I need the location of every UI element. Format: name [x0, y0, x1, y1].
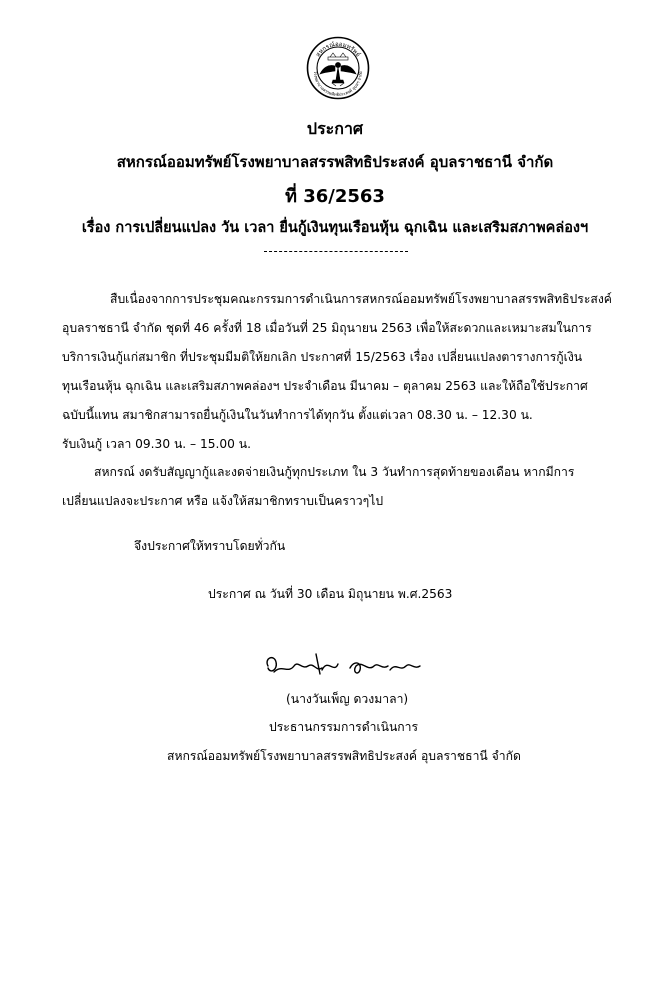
organization-name: สหกรณ์ออมทรัพย์โรงพยาบาลสรรพสิทธิประสงค์ อุบลราชธานี จำกัด [116, 153, 554, 171]
announcement-heading: ประกาศ [306, 119, 364, 138]
body-line-7: สหกรณ์ งดรับสัญญากู้และงดจ่ายเงินกู้ทุกประเภท ใน 3 วันทำการสุดท้ายของเดือน หากมีการ [94, 465, 575, 479]
signer-position: ประธานกรรมการดำเนินการ [269, 720, 419, 734]
body-line-5: ฉบับนี้แทน สมาชิกสามารถยื่นกู้เงินในวันทำการได้ทุกวัน ตั้งแต่เวลา 08.30 น. – 12.30 น. [62, 408, 533, 422]
body-line-8: เปลี่ยนแปลงจะประกาศ หรือ แจ้งให้สมาชิกทราบเป็นคราวๆไป [62, 494, 384, 508]
handwritten-signature [258, 648, 438, 684]
body-line-4: ทุนเรือนหุ้น ฉุกเฉิน และเสริมสภาพคล่องฯ ประจำเดือน มีนาคม – ตุลาคม 2563 และให้ถือใช้ประกาศ [62, 379, 588, 393]
signer-name: (นางวันเพ็ญ ดวงมาลา) [286, 692, 409, 706]
body-line-6: รับเงินกู้ เวลา 09.30 น. – 15.00 น. [62, 437, 251, 451]
announcement-number: ที่ 36/2563 [285, 186, 385, 207]
date-line: ประกาศ ณ วันที่ 30 เดือน มิถุนายน พ.ศ.2563 [208, 587, 453, 601]
body-line-2: อุบลราชธานี จำกัด ชุดที่ 46 ครั้งที่ 18 เมื่อวันที่ 25 มิถุนายน 2563 เพื่อให้สะดวกและเหมาะสมในการ [62, 321, 592, 335]
body-line-1: สืบเนื่องจากการประชุมคณะกรรมการดำเนินการสหกรณ์ออมทรัพย์โรงพยาบาลสรรพสิทธิประสงค์ [110, 292, 612, 306]
seal-text-top: สหกรณ์ออมทรัพย์ [314, 40, 362, 59]
notice-line: จึงประกาศให้ทราบโดยทั่วกัน [134, 539, 286, 553]
announcement-subject: เรื่อง การเปลี่ยนแปลง วัน เวลา ยื่นกู้เงินทุนเรือนหุ้น ฉุกเฉิน และเสริมสภาพคล่องฯ [81, 220, 589, 236]
seal-text-bottom: โรงพยาบาลสรรพสิทธิประสงค์ อุบลฯ จำกัด [312, 70, 364, 98]
signer-organization: สหกรณ์ออมทรัพย์โรงพยาบาลสรรพสิทธิประสงค์ อุบลราชธานี จำกัด [167, 749, 521, 763]
cooperative-seal-logo [306, 36, 370, 100]
separator-line [264, 251, 408, 252]
body-line-3: บริการเงินกู้แก่สมาชิก ที่ประชุมมีมติให้ยกเลิก ประกาศที่ 15/2563 เรื่อง เปลี่ยนแปลงตารางการกู้เงิน [62, 350, 583, 364]
